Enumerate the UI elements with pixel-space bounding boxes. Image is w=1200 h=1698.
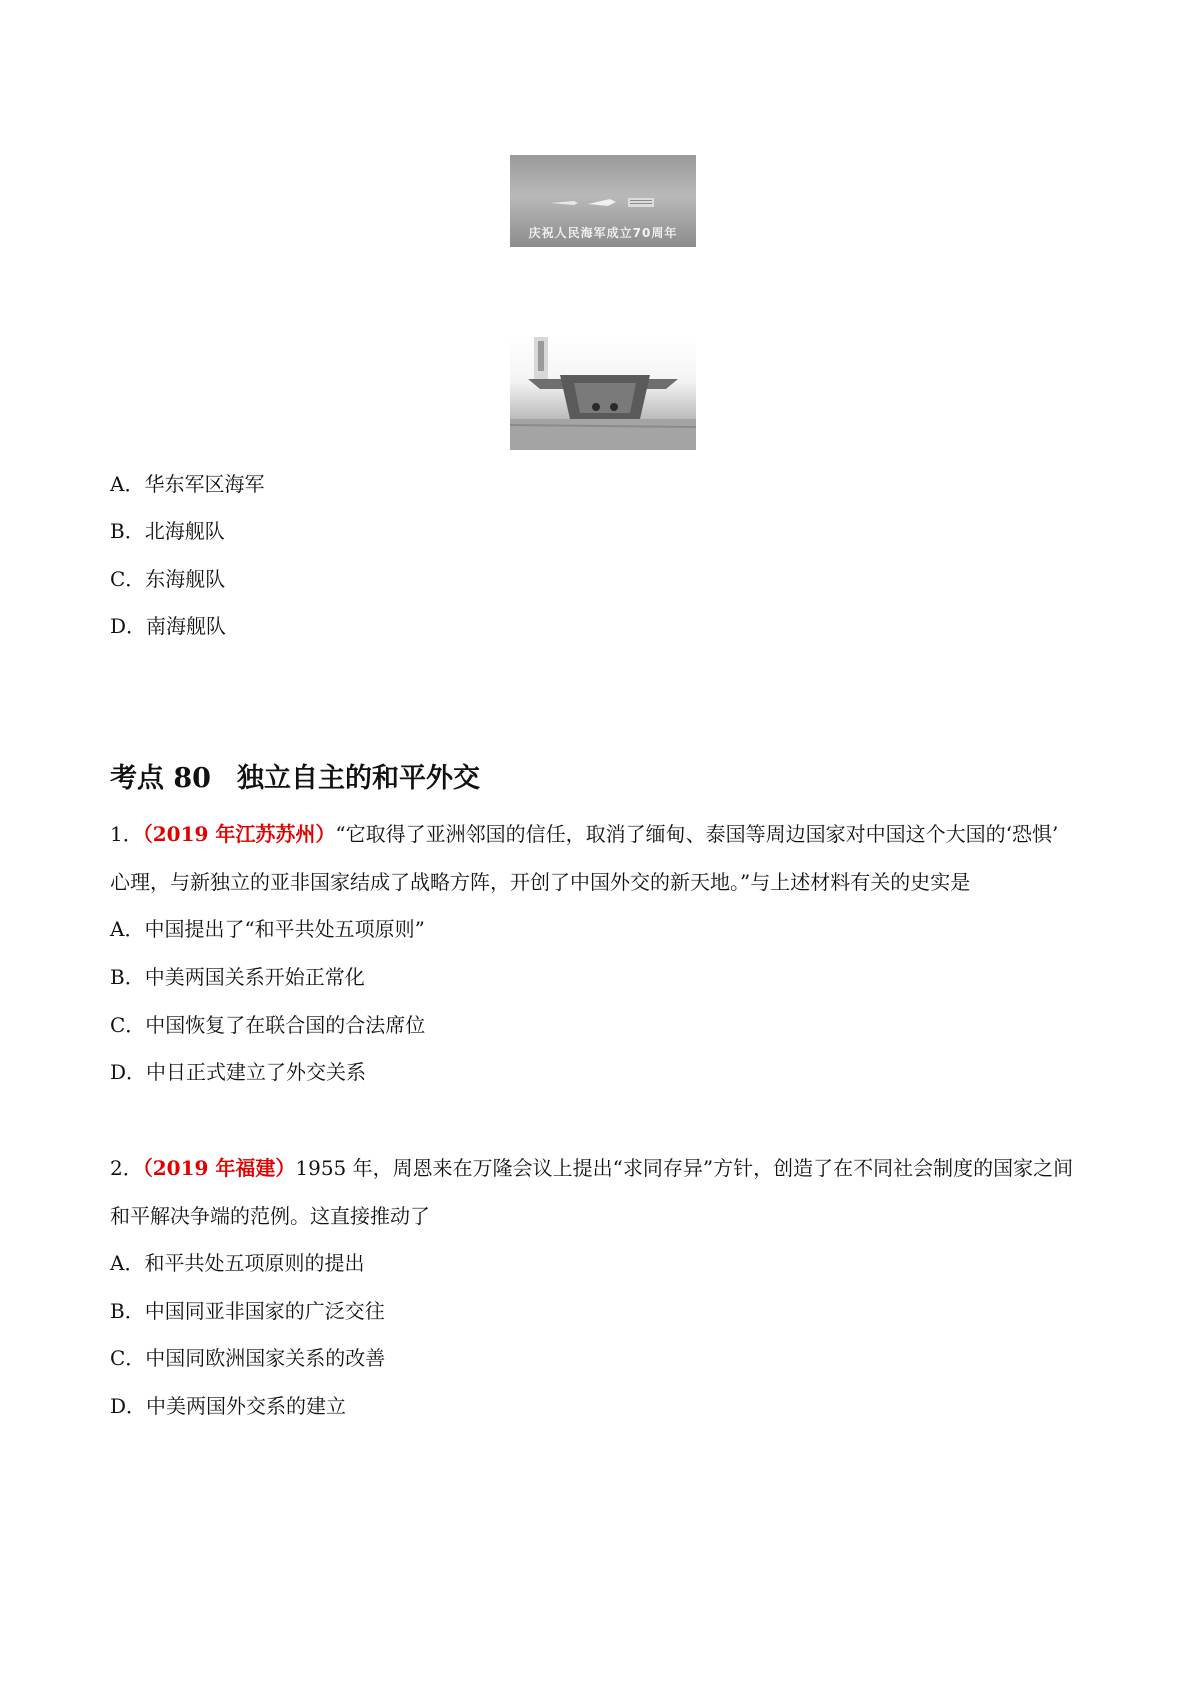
question-number: 2． — [110, 1156, 143, 1180]
aircraft-carrier-image — [510, 335, 696, 450]
q1-option-c: C．中国恢复了在联合国的合法席位 — [110, 1013, 426, 1037]
question-text: 1955 年，周恩来在万隆会议上提出“求同存异”方针，创造了在不同社会制度的国家之间 — [295, 1156, 1074, 1180]
image-caption: 庆祝人民海军成立70周年 — [528, 226, 678, 240]
q2-option-d: D．中美两国外交系的建立 — [110, 1394, 347, 1418]
question-source: （2019 年江苏苏州） — [142, 822, 336, 846]
q2-option-c: C．中国同欧洲国家关系的改善 — [110, 1346, 386, 1370]
q1-option-a: A．中国提出了“和平共处五项原则” — [110, 917, 425, 941]
section-label: 考点 80 — [110, 763, 211, 794]
aircraft-formation-icon — [548, 195, 658, 209]
option-b: B．北海舰队 — [110, 519, 225, 543]
section-title: 独立自主的和平外交 — [236, 763, 480, 794]
option-d: D．南海舰队 — [110, 614, 227, 638]
question-2-line-1 — [110, 1156, 1073, 1180]
question-text: “它取得了亚洲邻国的信任，取消了缅甸、泰国等周边国家对中国这个大国的‘恐惧’ — [335, 822, 1059, 846]
question-number: 1． — [110, 822, 143, 846]
question-1-line-2: 心理，与新独立的亚非国家结成了战略方阵，开创了中国外交的新天地。”与上述材料有关的史实是 — [110, 870, 971, 894]
q1-option-d: D．中日正式建立了外交关系 — [110, 1060, 367, 1084]
option-a: A．华东军区海军 — [110, 472, 265, 496]
section-heading — [110, 763, 480, 795]
question-2-line-2: 和平解决争端的范例。这直接推动了 — [110, 1204, 430, 1228]
q2-option-b: B．中国同亚非国家的广泛交往 — [110, 1299, 385, 1323]
q1-option-b: B．中美两国关系开始正常化 — [110, 965, 365, 989]
naval-anniversary-image — [510, 155, 696, 247]
question-source: （2019 年福建） — [142, 1156, 296, 1180]
question-1-line-1 — [110, 822, 1058, 846]
aircraft-carrier-icon — [510, 335, 696, 450]
q2-option-a: A．和平共处五项原则的提出 — [110, 1251, 365, 1275]
option-c: C．东海舰队 — [110, 567, 226, 591]
